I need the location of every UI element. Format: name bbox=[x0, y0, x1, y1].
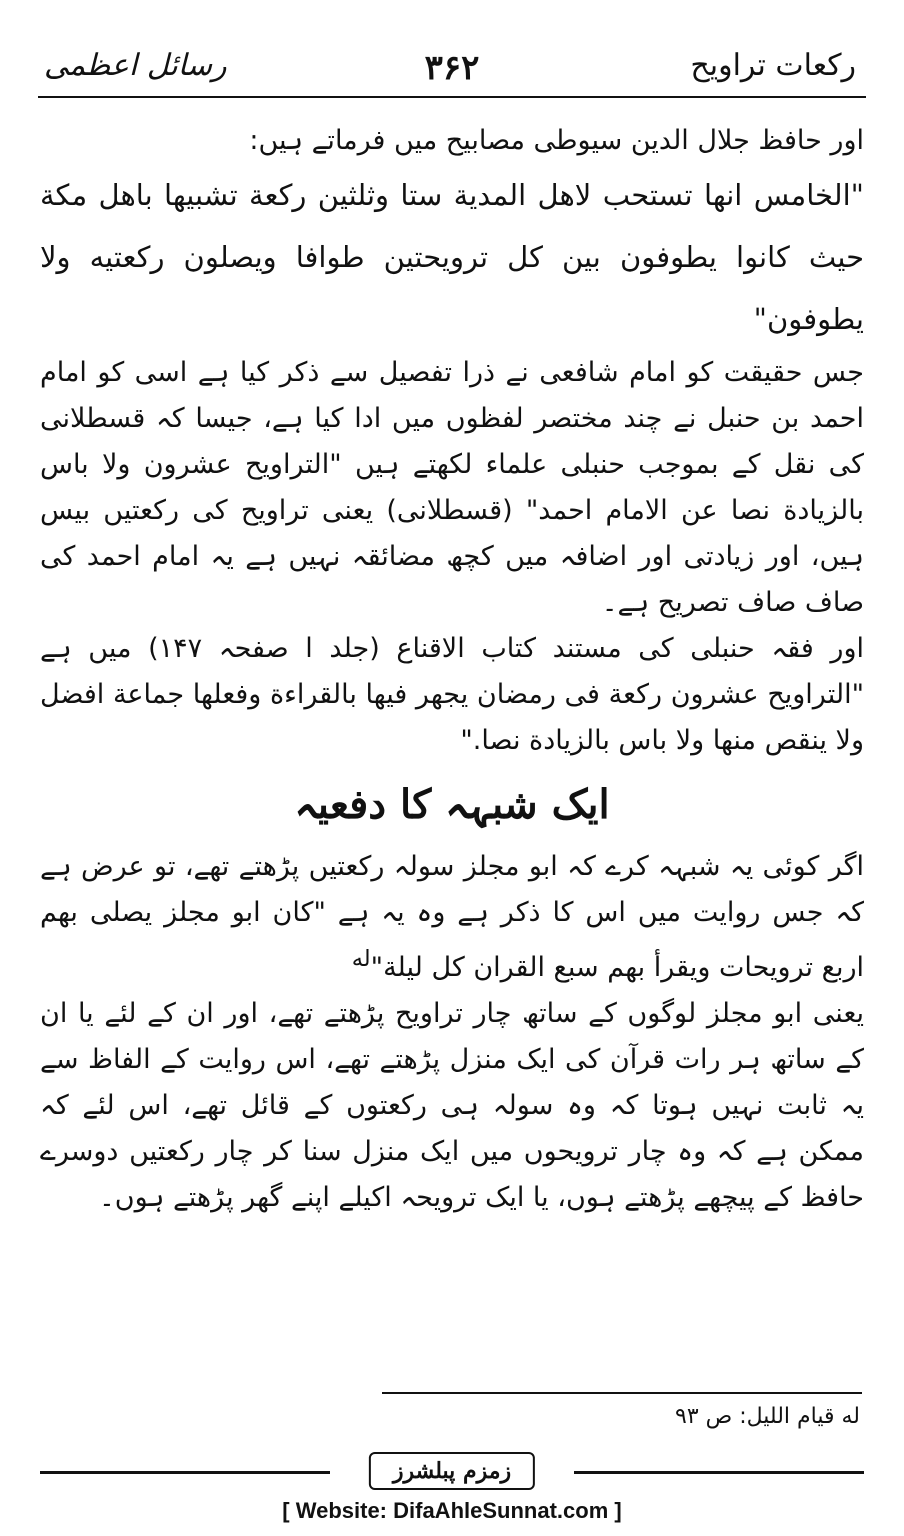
publisher-rule-right bbox=[574, 1471, 864, 1474]
publisher-name: زمزم پبلشرز bbox=[369, 1452, 535, 1490]
paragraph-explanation: یعنی ابو مجلز لوگوں کے ساتھ چار تراویح پڑھتے تھے، اور ان کے لئے یا ان کے ساتھ ہر رات قرآن کی ایک منزل پڑھتے تھے، اس روایت کے الفاظ سے یہ ثابت نہیں ہوتا کہ وہ سولہ ہی رکعتوں کے قائل تھے، اس لئے کہ ممکن ہے کہ وہ چار ترویحوں میں ایک منزل سنا کر چار رکعتیں دوسرے حافظ کے پیچھے پڑھتے ہوں، یا ایک ترویحہ اکیلے اپنے گھر پڑھتے ہوں۔ bbox=[40, 998, 864, 1213]
publisher-rule-left bbox=[40, 1471, 330, 1474]
paragraph-imam-ahmad: جس حقیقت کو امام شافعی نے ذرا تفصیل سے ذکر کیا ہے اسی کو امام احمد بن حنبل نے چند مختصر لفظوں میں ادا کیا ہے، جیسا کہ قسطلانی کی نقل کے بموجب حنبلی علماء لکھتے ہیں "التراويح عشرون ولا باس بالزيادة نصا عن الامام احمد" (قسطلانی) یعنی تراویح کی رکعتیں بیس ہیں، اور زیادتی اور اضافہ میں کچھ مضائقہ نہیں ہے یہ امام احمد کی صاف صاف تصریح ہے۔ bbox=[40, 357, 864, 618]
footnote-divider bbox=[382, 1392, 862, 1394]
page-number: ۳۶۲ bbox=[424, 48, 480, 88]
paragraph-abu-mijlaz-text: اگر کوئی یہ شبہہ کرے کہ ابو مجلز سولہ رکعتیں پڑھتے تھے، تو عرض ہے کہ جس روایت میں اس کا ذکر ہے وہ یہ ہے "كان ابو مجلز يصلى بهم اربع ترويحات ويقرأ بهم سبع القران كل ليلة" bbox=[40, 851, 864, 983]
paragraph-abu-mijlaz bbox=[40, 844, 864, 991]
footnote-marker: ﻟﻪ bbox=[351, 946, 371, 972]
publisher-bar bbox=[40, 1450, 864, 1494]
paragraph-iqna: اور فقہ حنبلی کی مستند کتاب الاقناع (جلد ا صفحہ ۱۴۷) میں ہے "التراويح عشرون ركعة فى رمضان يجهر فيها بالقراءة وفعلها جماعة افضل ولا ينقص منها ولا باس بالزيادة نصا." bbox=[40, 633, 864, 756]
chapter-title: رکعات تراویح bbox=[690, 48, 856, 83]
footnote: ﻟﻪ قیام اللیل: ص ۹۳ bbox=[675, 1404, 860, 1429]
paragraph-intro: اور حافظ جلال الدین سیوطی مصابیح میں فرماتے ہیں: bbox=[249, 125, 864, 156]
website-footer: [ Website: DifaAhleSunnat.com ] bbox=[282, 1498, 622, 1523]
page-header bbox=[38, 40, 866, 98]
section-heading: ایک شبہہ کا دفعیہ bbox=[294, 781, 610, 828]
arabic-quote-suyuti: "الخامس انها تستحب لاهل المدية ستا وثلثين ركعة تشبيها باهل مكة حيث كانوا يطوفون بين كل ترويحتين طوافا ويصلون ركعتيه ولا يطوفون" bbox=[40, 178, 864, 336]
book-title: رسائل اعظمی bbox=[44, 48, 227, 83]
main-text bbox=[40, 118, 864, 1221]
